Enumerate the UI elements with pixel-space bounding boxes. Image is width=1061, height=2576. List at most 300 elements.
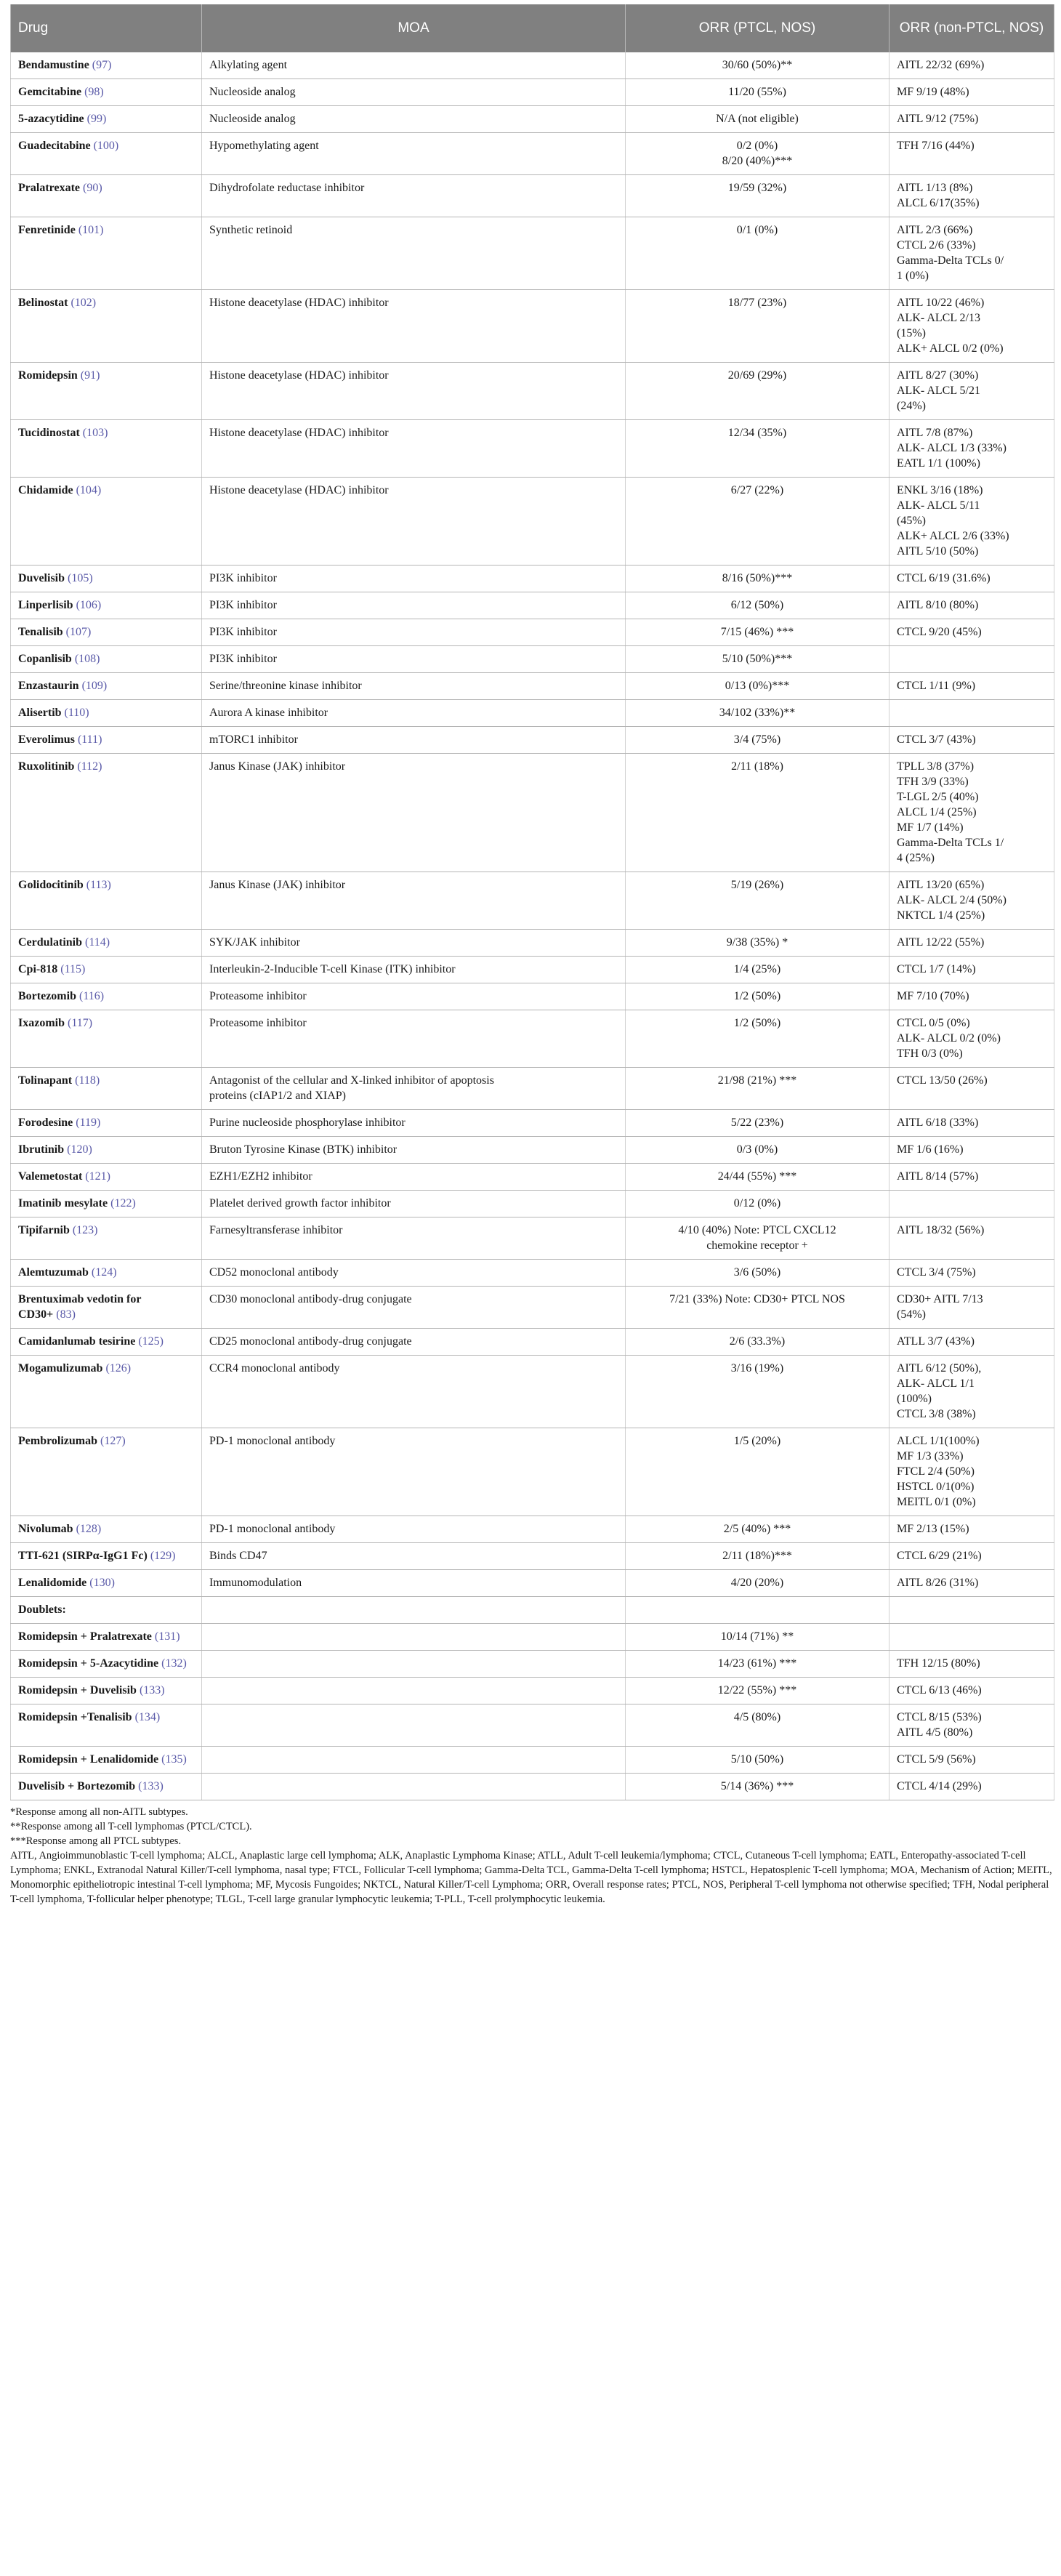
- table-row: [11, 133, 1054, 175]
- moa-cell: PD-1 monoclonal antibody: [202, 1516, 626, 1543]
- drug-name: Imatinib mesylate: [18, 1197, 108, 1209]
- orr-ptcl-cell: 4/10 (40%) Note: PTCL CXCL12 chemokine receptor +: [626, 1217, 889, 1260]
- orr-non-ptcl-cell: AITL 9/12 (75%): [889, 106, 1054, 133]
- orr-non-ptcl-cell: MF 9/19 (48%): [889, 79, 1054, 106]
- orr-ptcl-cell: 7/15 (46%) ***: [626, 619, 889, 646]
- table-row: [11, 1747, 1054, 1774]
- table-row: [11, 217, 1054, 290]
- footnote: *Response among all non-AITL subtypes.: [10, 1806, 188, 1818]
- orr-ptcl-cell: 20/69 (29%): [626, 363, 889, 420]
- drug-name: 5-azacytidine: [18, 113, 84, 125]
- drug-cell: [11, 646, 202, 673]
- drug-name: Ibrutinib: [18, 1143, 65, 1156]
- reference-link[interactable]: (123): [72, 1224, 98, 1236]
- orr-non-ptcl-cell: CTCL 6/19 (31.6%): [889, 565, 1054, 592]
- drug-cell: [11, 1774, 202, 1800]
- moa-cell: Proteasome inhibitor: [202, 983, 626, 1010]
- drug-cell: [11, 1516, 202, 1543]
- drug-name: Tipifarnib: [18, 1224, 70, 1236]
- orr-non-ptcl-cell: AITL 8/26 (31%): [889, 1570, 1054, 1597]
- drug-cell: [11, 290, 202, 363]
- moa-cell: Alkylating agent: [202, 52, 626, 79]
- table-row: [11, 957, 1054, 983]
- moa-cell: CD30 monoclonal antibody-drug conjugate: [202, 1287, 626, 1329]
- reference-link[interactable]: (106): [76, 599, 102, 611]
- reference-link[interactable]: (129): [150, 1550, 176, 1562]
- orr-ptcl-cell: 0/3 (0%): [626, 1137, 889, 1164]
- orr-non-ptcl-cell: [889, 1191, 1054, 1217]
- table-row: [11, 1329, 1054, 1356]
- table-header: [11, 4, 1054, 52]
- table-row: [11, 1010, 1054, 1068]
- table-row: [11, 673, 1054, 700]
- orr-ptcl-cell: 2/5 (40%) ***: [626, 1516, 889, 1543]
- orr-ptcl-cell: N/A (not eligible): [626, 106, 889, 133]
- orr-non-ptcl-cell: MF 2/13 (15%): [889, 1516, 1054, 1543]
- orr-non-ptcl-cell: CTCL 9/20 (45%): [889, 619, 1054, 646]
- orr-ptcl-cell: 12/34 (35%): [626, 420, 889, 478]
- table-row: [11, 1110, 1054, 1137]
- orr-ptcl-cell: 0/13 (0%)***: [626, 673, 889, 700]
- orr-ptcl-cell: 10/14 (71%) **: [626, 1624, 889, 1651]
- drug-cell: [11, 872, 202, 930]
- drug-name: Golidocitinib: [18, 879, 84, 891]
- moa-cell: Histone deacetylase (HDAC) inhibitor: [202, 420, 626, 478]
- reference-link[interactable]: (83): [56, 1308, 76, 1321]
- drug-name: Alisertib: [18, 707, 62, 719]
- orr-non-ptcl-cell: AITL 6/18 (33%): [889, 1110, 1054, 1137]
- moa-cell: PI3K inhibitor: [202, 619, 626, 646]
- drug-name: TTI-621 (SIRPα-IgG1 Fc): [18, 1550, 148, 1562]
- reference-link[interactable]: (120): [67, 1143, 92, 1156]
- table-row: [11, 1217, 1054, 1260]
- header-orr-ptcl: ORR (PTCL, NOS): [626, 4, 889, 52]
- moa-cell: Aurora A kinase inhibitor: [202, 700, 626, 727]
- table-row: [11, 175, 1054, 217]
- reference-link[interactable]: (126): [105, 1362, 132, 1374]
- table-row: [11, 1068, 1054, 1110]
- orr-ptcl-cell: 5/10 (50%): [626, 1747, 889, 1774]
- drug-name: Cpi-818: [18, 963, 58, 975]
- table-row: [11, 478, 1054, 565]
- reference-link[interactable]: (113): [86, 879, 111, 891]
- orr-ptcl-cell: 1/2 (50%): [626, 1010, 889, 1068]
- orr-ptcl-cell: 8/16 (50%)***: [626, 565, 889, 592]
- table-row: [11, 79, 1054, 106]
- reference-link[interactable]: (119): [76, 1116, 101, 1129]
- orr-ptcl-cell: 1/2 (50%): [626, 983, 889, 1010]
- orr-non-ptcl-cell: AITL 8/10 (80%): [889, 592, 1054, 619]
- orr-ptcl-cell: 4/5 (80%): [626, 1704, 889, 1747]
- table-row: [11, 1164, 1054, 1191]
- table-row: [11, 1516, 1054, 1543]
- reference-link[interactable]: (90): [83, 182, 102, 194]
- table-row: [11, 290, 1054, 363]
- footnote: **Response among all T-cell lymphomas (PTCL/CTCL).: [10, 1821, 252, 1832]
- drug-name: Tucidinostat: [18, 427, 80, 439]
- reference-link[interactable]: (130): [89, 1577, 115, 1589]
- reference-link[interactable]: (107): [65, 626, 92, 638]
- orr-non-ptcl-cell: CTCL 3/7 (43%): [889, 727, 1054, 754]
- table-row: [11, 727, 1054, 754]
- moa-cell: PD-1 monoclonal antibody: [202, 1428, 626, 1516]
- orr-non-ptcl-cell: TFH 7/16 (44%): [889, 133, 1054, 175]
- drug-name: Duvelisib + Bortezomib: [18, 1780, 136, 1792]
- moa-cell: Synthetic retinoid: [202, 217, 626, 290]
- orr-ptcl-cell: 2/11 (18%)***: [626, 1543, 889, 1570]
- drug-cell: [11, 1164, 202, 1191]
- moa-cell: Serine/threonine kinase inhibitor: [202, 673, 626, 700]
- orr-non-ptcl-cell: AITL 18/32 (56%): [889, 1217, 1054, 1260]
- drug-name: Romidepsin + Lenalidomide: [18, 1753, 159, 1766]
- drug-cell: [11, 106, 202, 133]
- reference-link[interactable]: (117): [68, 1017, 93, 1029]
- footnote: ***Response among all PTCL subtypes.: [10, 1835, 182, 1847]
- drug-cell: [11, 1137, 202, 1164]
- reference-link[interactable]: (131): [154, 1630, 180, 1643]
- orr-ptcl-cell: 0/2 (0%) 8/20 (40%)***: [626, 133, 889, 175]
- drug-cell: [11, 1191, 202, 1217]
- drug-cell: [11, 1260, 202, 1287]
- orr-ptcl-cell: 11/20 (55%): [626, 79, 889, 106]
- reference-link[interactable]: (103): [82, 427, 108, 439]
- reference-link[interactable]: (99): [86, 113, 107, 125]
- moa-cell: Proteasome inhibitor: [202, 1010, 626, 1068]
- orr-non-ptcl-cell: CTCL 3/4 (75%): [889, 1260, 1054, 1287]
- moa-cell: Farnesyltransferase inhibitor: [202, 1217, 626, 1260]
- moa-cell: Histone deacetylase (HDAC) inhibitor: [202, 478, 626, 565]
- drug-name: Tenalisib: [18, 626, 63, 638]
- orr-non-ptcl-cell: [889, 1597, 1054, 1624]
- drug-name: Tolinapant: [18, 1074, 73, 1087]
- orr-ptcl-cell: 2/11 (18%): [626, 754, 889, 872]
- reference-link[interactable]: (121): [85, 1170, 110, 1183]
- drug-cell: [11, 619, 202, 646]
- table-row: [11, 872, 1054, 930]
- reference-link[interactable]: (97): [92, 59, 112, 71]
- orr-non-ptcl-cell: TPLL 3/8 (37%) TFH 3/9 (33%) T-LGL 2/5 (40%) ALCL 1/4 (25%) MF 1/7 (14%) Gamma-Delta TCLs 1/ 4 (25%): [889, 754, 1054, 872]
- orr-non-ptcl-cell: AITL 10/22 (46%) ALK- ALCL 2/13 (15%) ALK+ ALCL 0/2 (0%): [889, 290, 1054, 363]
- moa-cell: PI3K inhibitor: [202, 592, 626, 619]
- drug-name: Pembrolizumab: [18, 1435, 98, 1447]
- moa-cell: [202, 1747, 626, 1774]
- drug-cell: [11, 700, 202, 727]
- orr-non-ptcl-cell: ALCL 1/1(100%) MF 1/3 (33%) FTCL 2/4 (50%) HSTCL 0/1(0%) MEITL 0/1 (0%): [889, 1428, 1054, 1516]
- reference-link[interactable]: (132): [161, 1657, 187, 1670]
- drug-name: Romidepsin: [18, 369, 78, 382]
- orr-ptcl-cell: 19/59 (32%): [626, 175, 889, 217]
- orr-non-ptcl-cell: [889, 646, 1054, 673]
- drug-cell: [11, 1428, 202, 1516]
- table-row: [11, 700, 1054, 727]
- reference-link[interactable]: (134): [134, 1711, 161, 1723]
- drug-cell: [11, 1704, 202, 1747]
- header-moa: MOA: [202, 4, 626, 52]
- drug-name: Copanlisib: [18, 653, 72, 665]
- moa-cell: [202, 1678, 626, 1704]
- orr-non-ptcl-cell: AITL 12/22 (55%): [889, 930, 1054, 957]
- drug-name: Brentuximab vedotin for CD30+: [18, 1293, 142, 1321]
- drug-name: Alemtuzumab: [18, 1266, 89, 1279]
- moa-cell: Bruton Tyrosine Kinase (BTK) inhibitor: [202, 1137, 626, 1164]
- drug-cell: [11, 1651, 202, 1678]
- reference-link[interactable]: (104): [76, 484, 102, 496]
- orr-non-ptcl-cell: AITL 6/12 (50%), ALK- ALCL 1/1 (100%) CTCL 3/8 (38%): [889, 1356, 1054, 1428]
- table-footnotes: [10, 1805, 1054, 1907]
- drug-name: Camidanlumab tesirine: [18, 1335, 136, 1348]
- moa-cell: EZH1/EZH2 inhibitor: [202, 1164, 626, 1191]
- table-row: [11, 1260, 1054, 1287]
- drug-cell: [11, 1597, 202, 1624]
- table-body: [11, 52, 1054, 1800]
- table-row: [11, 420, 1054, 478]
- table-row: [11, 619, 1054, 646]
- orr-non-ptcl-cell: AITL 7/8 (87%) ALK- ALCL 1/3 (33%) EATL 1/1 (100%): [889, 420, 1054, 478]
- orr-non-ptcl-cell: AITL 13/20 (65%) ALK- ALCL 2/4 (50%) NKTCL 1/4 (25%): [889, 872, 1054, 930]
- reference-link[interactable]: (118): [75, 1074, 100, 1087]
- drug-name: Mogamulizumab: [18, 1362, 103, 1374]
- drug-name: Everolimus: [18, 733, 75, 746]
- orr-non-ptcl-cell: CTCL 5/9 (56%): [889, 1747, 1054, 1774]
- drug-cell: [11, 727, 202, 754]
- orr-non-ptcl-cell: AITL 2/3 (66%) CTCL 2/6 (33%) Gamma-Delta TCLs 0/ 1 (0%): [889, 217, 1054, 290]
- drug-cell: [11, 1217, 202, 1260]
- orr-non-ptcl-cell: ATLL 3/7 (43%): [889, 1329, 1054, 1356]
- orr-ptcl-cell: 5/19 (26%): [626, 872, 889, 930]
- reference-link[interactable]: (100): [93, 140, 119, 152]
- orr-non-ptcl-cell: CTCL 13/50 (26%): [889, 1068, 1054, 1110]
- orr-non-ptcl-cell: CTCL 1/7 (14%): [889, 957, 1054, 983]
- reference-link[interactable]: (91): [80, 369, 100, 382]
- moa-cell: [202, 1704, 626, 1747]
- moa-cell: [202, 1651, 626, 1678]
- table-row: [11, 1543, 1054, 1570]
- moa-cell: Dihydrofolate reductase inhibitor: [202, 175, 626, 217]
- reference-link[interactable]: (122): [110, 1197, 136, 1209]
- moa-cell: Platelet derived growth factor inhibitor: [202, 1191, 626, 1217]
- orr-non-ptcl-cell: MF 7/10 (70%): [889, 983, 1054, 1010]
- drug-cell: [11, 1747, 202, 1774]
- moa-cell: Purine nucleoside phosphorylase inhibitor: [202, 1110, 626, 1137]
- drug-cell: [11, 983, 202, 1010]
- orr-non-ptcl-cell: CTCL 0/5 (0%) ALK- ALCL 0/2 (0%) TFH 0/3 (0%): [889, 1010, 1054, 1068]
- orr-ptcl-cell: 9/38 (35%) *: [626, 930, 889, 957]
- drug-name: Lenalidomide: [18, 1577, 87, 1589]
- drug-cell: [11, 565, 202, 592]
- moa-cell: Interleukin-2-Inducible T-cell Kinase (ITK) inhibitor: [202, 957, 626, 983]
- drug-cell: [11, 363, 202, 420]
- orr-non-ptcl-cell: CD30+ AITL 7/13 (54%): [889, 1287, 1054, 1329]
- abbreviations-note: AITL, Angioimmunoblastic T-cell lymphoma; ALCL, Anaplastic large cell lymphoma; ALK, Anaplastic Lymphoma Kinase; ATLL, Adult T-cell leukemia/lymphoma; CTCL, Cutaneous T-cell lymphoma; EATL, Enteropathy-associated T-cell Lymphoma; ENKL, Extranodal Natural Killer/T-cell lymphoma, nasal type; FTCL, Follicular T-cell lymphoma; Gamma-Delta TCL, Gamma-Delta T-cell lymphoma; HSTCL, Hepatosplenic T-cell lymphoma; MOA, Mechanism of Action; MEITL, Monomorphic epitheliotropic intestinal T-cell lymphoma; MF, Mycosis Fungoides; NKTCL, Natural Killer/T-cell Lymphoma; ORR, Overall response rates; PTCL, NOS, Peripheral T-cell lymphoma not otherwise specified; TFH, Nodal peripheral T-cell lymphoma, T-follicular helper phenotype; TLGL, T-cell large granular lymphocytic leukemia; T-PLL, T-cell prolymphocytic leukemia.: [10, 1850, 1052, 1905]
- table-row: [11, 565, 1054, 592]
- orr-ptcl-cell: 5/14 (36%) ***: [626, 1774, 889, 1800]
- orr-ptcl-cell: 2/6 (33.3%): [626, 1329, 889, 1356]
- reference-link[interactable]: (111): [77, 733, 102, 746]
- orr-ptcl-cell: 3/6 (50%): [626, 1260, 889, 1287]
- orr-non-ptcl-cell: AITL 8/27 (30%) ALK- ALCL 5/21 (24%): [889, 363, 1054, 420]
- reference-link[interactable]: (128): [76, 1523, 102, 1535]
- table-row: [11, 1287, 1054, 1329]
- moa-cell: Binds CD47: [202, 1543, 626, 1570]
- drug-name: Chidamide: [18, 484, 73, 496]
- orr-non-ptcl-cell: ENKL 3/16 (18%) ALK- ALCL 5/11 (45%) ALK+ ALCL 2/6 (33%) AITL 5/10 (50%): [889, 478, 1054, 565]
- table-row: [11, 983, 1054, 1010]
- orr-non-ptcl-cell: AITL 8/14 (57%): [889, 1164, 1054, 1191]
- orr-ptcl-cell: 18/77 (23%): [626, 290, 889, 363]
- reference-link[interactable]: (133): [139, 1684, 165, 1696]
- orr-ptcl-cell: 6/27 (22%): [626, 478, 889, 565]
- table-row: [11, 1774, 1054, 1800]
- drug-name: Guadecitabine: [18, 140, 91, 152]
- moa-cell: [202, 1597, 626, 1624]
- reference-link[interactable]: (112): [77, 760, 102, 773]
- moa-cell: Immunomodulation: [202, 1570, 626, 1597]
- drug-name: Duvelisib: [18, 572, 65, 584]
- moa-cell: Janus Kinase (JAK) inhibitor: [202, 872, 626, 930]
- drug-name: Romidepsin + Duvelisib: [18, 1684, 137, 1696]
- orr-ptcl-cell: 24/44 (55%) ***: [626, 1164, 889, 1191]
- table-row: [11, 1651, 1054, 1678]
- table-row: [11, 363, 1054, 420]
- moa-cell: PI3K inhibitor: [202, 565, 626, 592]
- moa-cell: Nucleoside analog: [202, 106, 626, 133]
- drug-name: Belinostat: [18, 297, 68, 309]
- reference-link[interactable]: (133): [138, 1780, 164, 1792]
- moa-cell: Histone deacetylase (HDAC) inhibitor: [202, 363, 626, 420]
- reference-link[interactable]: (108): [74, 653, 100, 665]
- moa-cell: Histone deacetylase (HDAC) inhibitor: [202, 290, 626, 363]
- table-row: [11, 1570, 1054, 1597]
- orr-ptcl-cell: 5/10 (50%)***: [626, 646, 889, 673]
- drug-cell: [11, 930, 202, 957]
- table-row: [11, 52, 1054, 79]
- orr-non-ptcl-cell: AITL 22/32 (69%): [889, 52, 1054, 79]
- reference-link[interactable]: (125): [138, 1335, 164, 1348]
- drug-cell: [11, 1624, 202, 1651]
- reference-link[interactable]: (98): [84, 86, 104, 98]
- reference-link[interactable]: (114): [85, 936, 110, 949]
- drug-cell: [11, 133, 202, 175]
- orr-non-ptcl-cell: [889, 1624, 1054, 1651]
- reference-link[interactable]: (135): [161, 1753, 187, 1766]
- drug-name: Doublets:: [18, 1603, 66, 1616]
- moa-cell: Antagonist of the cellular and X-linked inhibitor of apoptosis proteins (cIAP1/2 and XIAP): [202, 1068, 626, 1110]
- orr-ptcl-cell: 6/12 (50%): [626, 592, 889, 619]
- table-row: [11, 1624, 1054, 1651]
- moa-cell: [202, 1624, 626, 1651]
- drug-cell: [11, 1068, 202, 1110]
- reference-link[interactable]: (116): [78, 990, 105, 1002]
- drug-name: Romidepsin + 5-Azacytidine: [18, 1657, 159, 1670]
- orr-ptcl-cell: 4/20 (20%): [626, 1570, 889, 1597]
- drug-name: Linperlisib: [18, 599, 73, 611]
- drug-name: Cerdulatinib: [18, 936, 83, 949]
- drug-name: Forodesine: [18, 1116, 73, 1129]
- drug-cell: [11, 52, 202, 79]
- moa-cell: Hypomethylating agent: [202, 133, 626, 175]
- moa-cell: Janus Kinase (JAK) inhibitor: [202, 754, 626, 872]
- moa-cell: Nucleoside analog: [202, 79, 626, 106]
- table-row: [11, 1597, 1054, 1624]
- orr-ptcl-cell: 34/102 (33%)**: [626, 700, 889, 727]
- table-row: [11, 754, 1054, 872]
- drug-cell: [11, 1329, 202, 1356]
- orr-ptcl-cell: 0/1 (0%): [626, 217, 889, 290]
- table-row: [11, 930, 1054, 957]
- drug-cell: [11, 957, 202, 983]
- table-row: [11, 1191, 1054, 1217]
- drug-name: Ruxolitinib: [18, 760, 75, 773]
- orr-non-ptcl-cell: CTCL 6/29 (21%): [889, 1543, 1054, 1570]
- reference-link[interactable]: (101): [78, 224, 104, 236]
- orr-non-ptcl-cell: CTCL 1/11 (9%): [889, 673, 1054, 700]
- drug-name: Fenretinide: [18, 224, 76, 236]
- orr-non-ptcl-cell: CTCL 4/14 (29%): [889, 1774, 1054, 1800]
- orr-ptcl-cell: [626, 1597, 889, 1624]
- drug-name: Pralatrexate: [18, 182, 80, 194]
- orr-non-ptcl-cell: TFH 12/15 (80%): [889, 1651, 1054, 1678]
- drug-cell: [11, 673, 202, 700]
- reference-link[interactable]: (105): [68, 572, 93, 584]
- drug-name: Romidepsin + Pralatrexate: [18, 1630, 152, 1643]
- drug-name: Ixazomib: [18, 1017, 65, 1029]
- reference-link[interactable]: (110): [64, 707, 89, 719]
- drug-cell: [11, 1570, 202, 1597]
- orr-ptcl-cell: 12/22 (55%) ***: [626, 1678, 889, 1704]
- drug-name: Bortezomib: [18, 990, 76, 1002]
- drug-cell: [11, 592, 202, 619]
- orr-non-ptcl-cell: AITL 1/13 (8%) ALCL 6/17(35%): [889, 175, 1054, 217]
- table-row: [11, 1356, 1054, 1428]
- moa-cell: CCR4 monoclonal antibody: [202, 1356, 626, 1428]
- table-row: [11, 106, 1054, 133]
- reference-link[interactable]: (127): [100, 1435, 126, 1447]
- moa-cell: CD52 monoclonal antibody: [202, 1260, 626, 1287]
- drug-cell: [11, 1678, 202, 1704]
- drug-name: Nivolumab: [18, 1523, 73, 1535]
- drug-cell: [11, 79, 202, 106]
- moa-cell: SYK/JAK inhibitor: [202, 930, 626, 957]
- reference-link[interactable]: (124): [91, 1266, 117, 1279]
- orr-ptcl-cell: 30/60 (50%)**: [626, 52, 889, 79]
- drug-cell: [11, 1010, 202, 1068]
- drug-name: Valemetostat: [18, 1170, 83, 1183]
- drug-cell: [11, 1287, 202, 1329]
- drug-cell: [11, 1356, 202, 1428]
- orr-ptcl-cell: 5/22 (23%): [626, 1110, 889, 1137]
- drug-cell: [11, 1543, 202, 1570]
- drug-name: Gemcitabine: [18, 86, 82, 98]
- table-row: [11, 1137, 1054, 1164]
- drug-cell: [11, 175, 202, 217]
- drug-cell: [11, 478, 202, 565]
- orr-non-ptcl-cell: [889, 700, 1054, 727]
- drug-name: Enzastaurin: [18, 680, 79, 692]
- drug-cell: [11, 754, 202, 872]
- reference-link[interactable]: (102): [70, 297, 97, 309]
- drug-response-table: [10, 4, 1054, 1800]
- header-orr-non-ptcl: ORR (non-PTCL, NOS): [889, 4, 1054, 52]
- drug-cell: [11, 217, 202, 290]
- drug-cell: [11, 1110, 202, 1137]
- header-drug: Drug: [11, 4, 202, 52]
- moa-cell: mTORC1 inhibitor: [202, 727, 626, 754]
- table-row: [11, 1428, 1054, 1516]
- drug-name: Bendamustine: [18, 59, 89, 71]
- reference-link[interactable]: (115): [60, 963, 86, 975]
- orr-ptcl-cell: 21/98 (21%) ***: [626, 1068, 889, 1110]
- reference-link[interactable]: (109): [81, 680, 108, 692]
